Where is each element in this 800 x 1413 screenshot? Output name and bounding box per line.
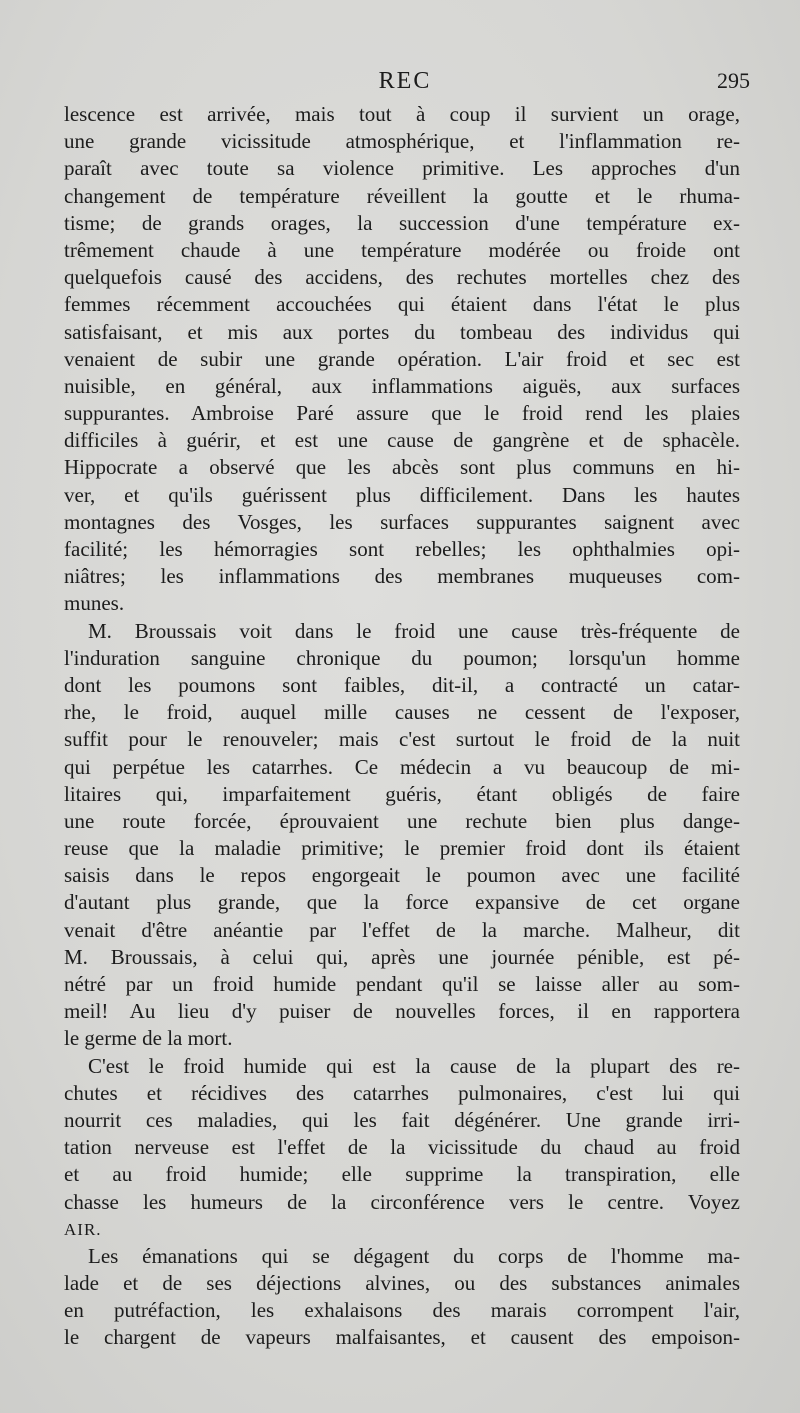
running-head: REC [378,68,432,94]
text-line: litaires qui, imparfaitement guéris, étant obligés de faire [64,781,740,806]
text-line: lade et de ses déjections alvines, ou des substances animales [64,1271,740,1296]
text-line: reuse que la maladie primitive; le premier froid dont ils étaient [64,836,740,861]
page-header [60,68,750,104]
text-line: le chargent de vapeurs malfaisantes, et causent des empoison- [64,1325,740,1350]
text-line: femmes récemment accouchées qui étaient dans l'état le plus [64,292,740,317]
text-line: venaient de subir une grande opération. L'air froid et sec est [64,346,740,371]
text-line: et au froid humide; elle supprime la transpiration, elle [64,1162,740,1187]
text-line: suffit pour le renouveler; mais c'est surtout le froid de la nuit [64,727,740,752]
text-line: tation nerveuse est l'effet de la vicissitude du chaud au froid [64,1135,740,1160]
text-line: Hippocrate a observé que les abcès sont plus communs en hi- [64,455,740,480]
text-line: quelquefois causé des accidens, des rechutes mortelles chez des [64,265,740,290]
text-line: rhe, le froid, auquel mille causes ne cessent de l'exposer, [64,700,740,725]
text-line: difficiles à guérir, et est une cause de gangrène et de sphacèle. [64,428,740,453]
text-line: paraît avec toute sa violence primitive. Les approches d'un [64,156,740,181]
text-line: trêmement chaude à une température modérée ou froide ont [64,237,740,262]
text-line: chasse les humeurs de la circonférence vers le centre. Voyez [64,1189,740,1214]
text-line: suppurantes. Ambroise Paré assure que le froid rend les plaies [64,401,740,426]
text-line: niâtres; les inflammations des membranes muqueuses com- [64,564,740,589]
text-line: chutes et récidives des catarrhes pulmonaires, c'est lui qui [64,1080,740,1105]
text-line: venait d'être anéantie par l'effet de la marche. Malheur, dit [64,917,740,942]
text-line: le germe de la mort. [64,1026,233,1051]
text-line: tisme; de grands orages, la succession d'une température ex- [64,210,740,235]
text-line: nétré par un froid humide pendant qu'il se laisse aller au som- [64,972,740,996]
text-line: l'induration sanguine chronique du poumon; lorsqu'un homme [64,645,740,670]
text-line: satisfaisant, et mis aux portes du tombeau des individus qui [64,319,740,344]
text-line: lescence est arrivée, mais tout à coup il survient un orage, [64,102,740,126]
text-line: C'est le froid humide qui est la cause de la plupart des re- [88,1053,740,1078]
text-line: M. Broussais voit dans le froid une cause très-fréquente de [88,618,740,643]
text-line: Les émanations qui se dégagent du corps de l'homme ma- [88,1243,740,1268]
text-line: d'autant plus grande, que la force expansive de cet organe [64,890,740,915]
text-line: M. Broussais, à celui qui, après une journée pénible, est pé- [64,944,740,969]
text-line: en putréfaction, les exhalaisons des marais corrompent l'air, [64,1298,740,1323]
text-line: ver, et qu'ils guérissent plus difficilement. Dans les hautes [64,482,740,507]
text-line: saisis dans le repos engorgeait le poumon avec une facilité [64,863,740,888]
text-line: une route forcée, éprouvaient une rechute bien plus dange- [64,808,740,833]
text-line: nourrit ces maladies, qui les fait dégénérer. Une grande irri- [64,1107,740,1132]
text-line: qui perpétue les catarrhes. Ce médecin a vu beaucoup de mi- [64,754,740,779]
text-line: AIR. [64,1219,102,1239]
text-line: nuisible, en général, aux inflammations aiguës, aux surfaces [64,373,740,398]
text-line: montagnes des Vosges, les surfaces suppurantes saignent avec [64,509,740,534]
text-line: changement de température réveillent la goutte et le rhuma- [64,183,740,208]
text-line: munes. [64,591,125,616]
page-body-text [64,101,740,1352]
text-line: une grande vicissitude atmosphérique, et l'inflammation re- [64,129,740,154]
text-line: meil! Au lieu d'y puiser de nouvelles forces, il en rapportera [64,999,740,1024]
text-line: facilité; les hémorragies sont rebelles; les ophthalmies opi- [64,537,740,561]
page-number: 295 [717,68,750,93]
text-line: dont les poumons sont faibles, dit-il, a contracté un catar- [64,672,740,697]
